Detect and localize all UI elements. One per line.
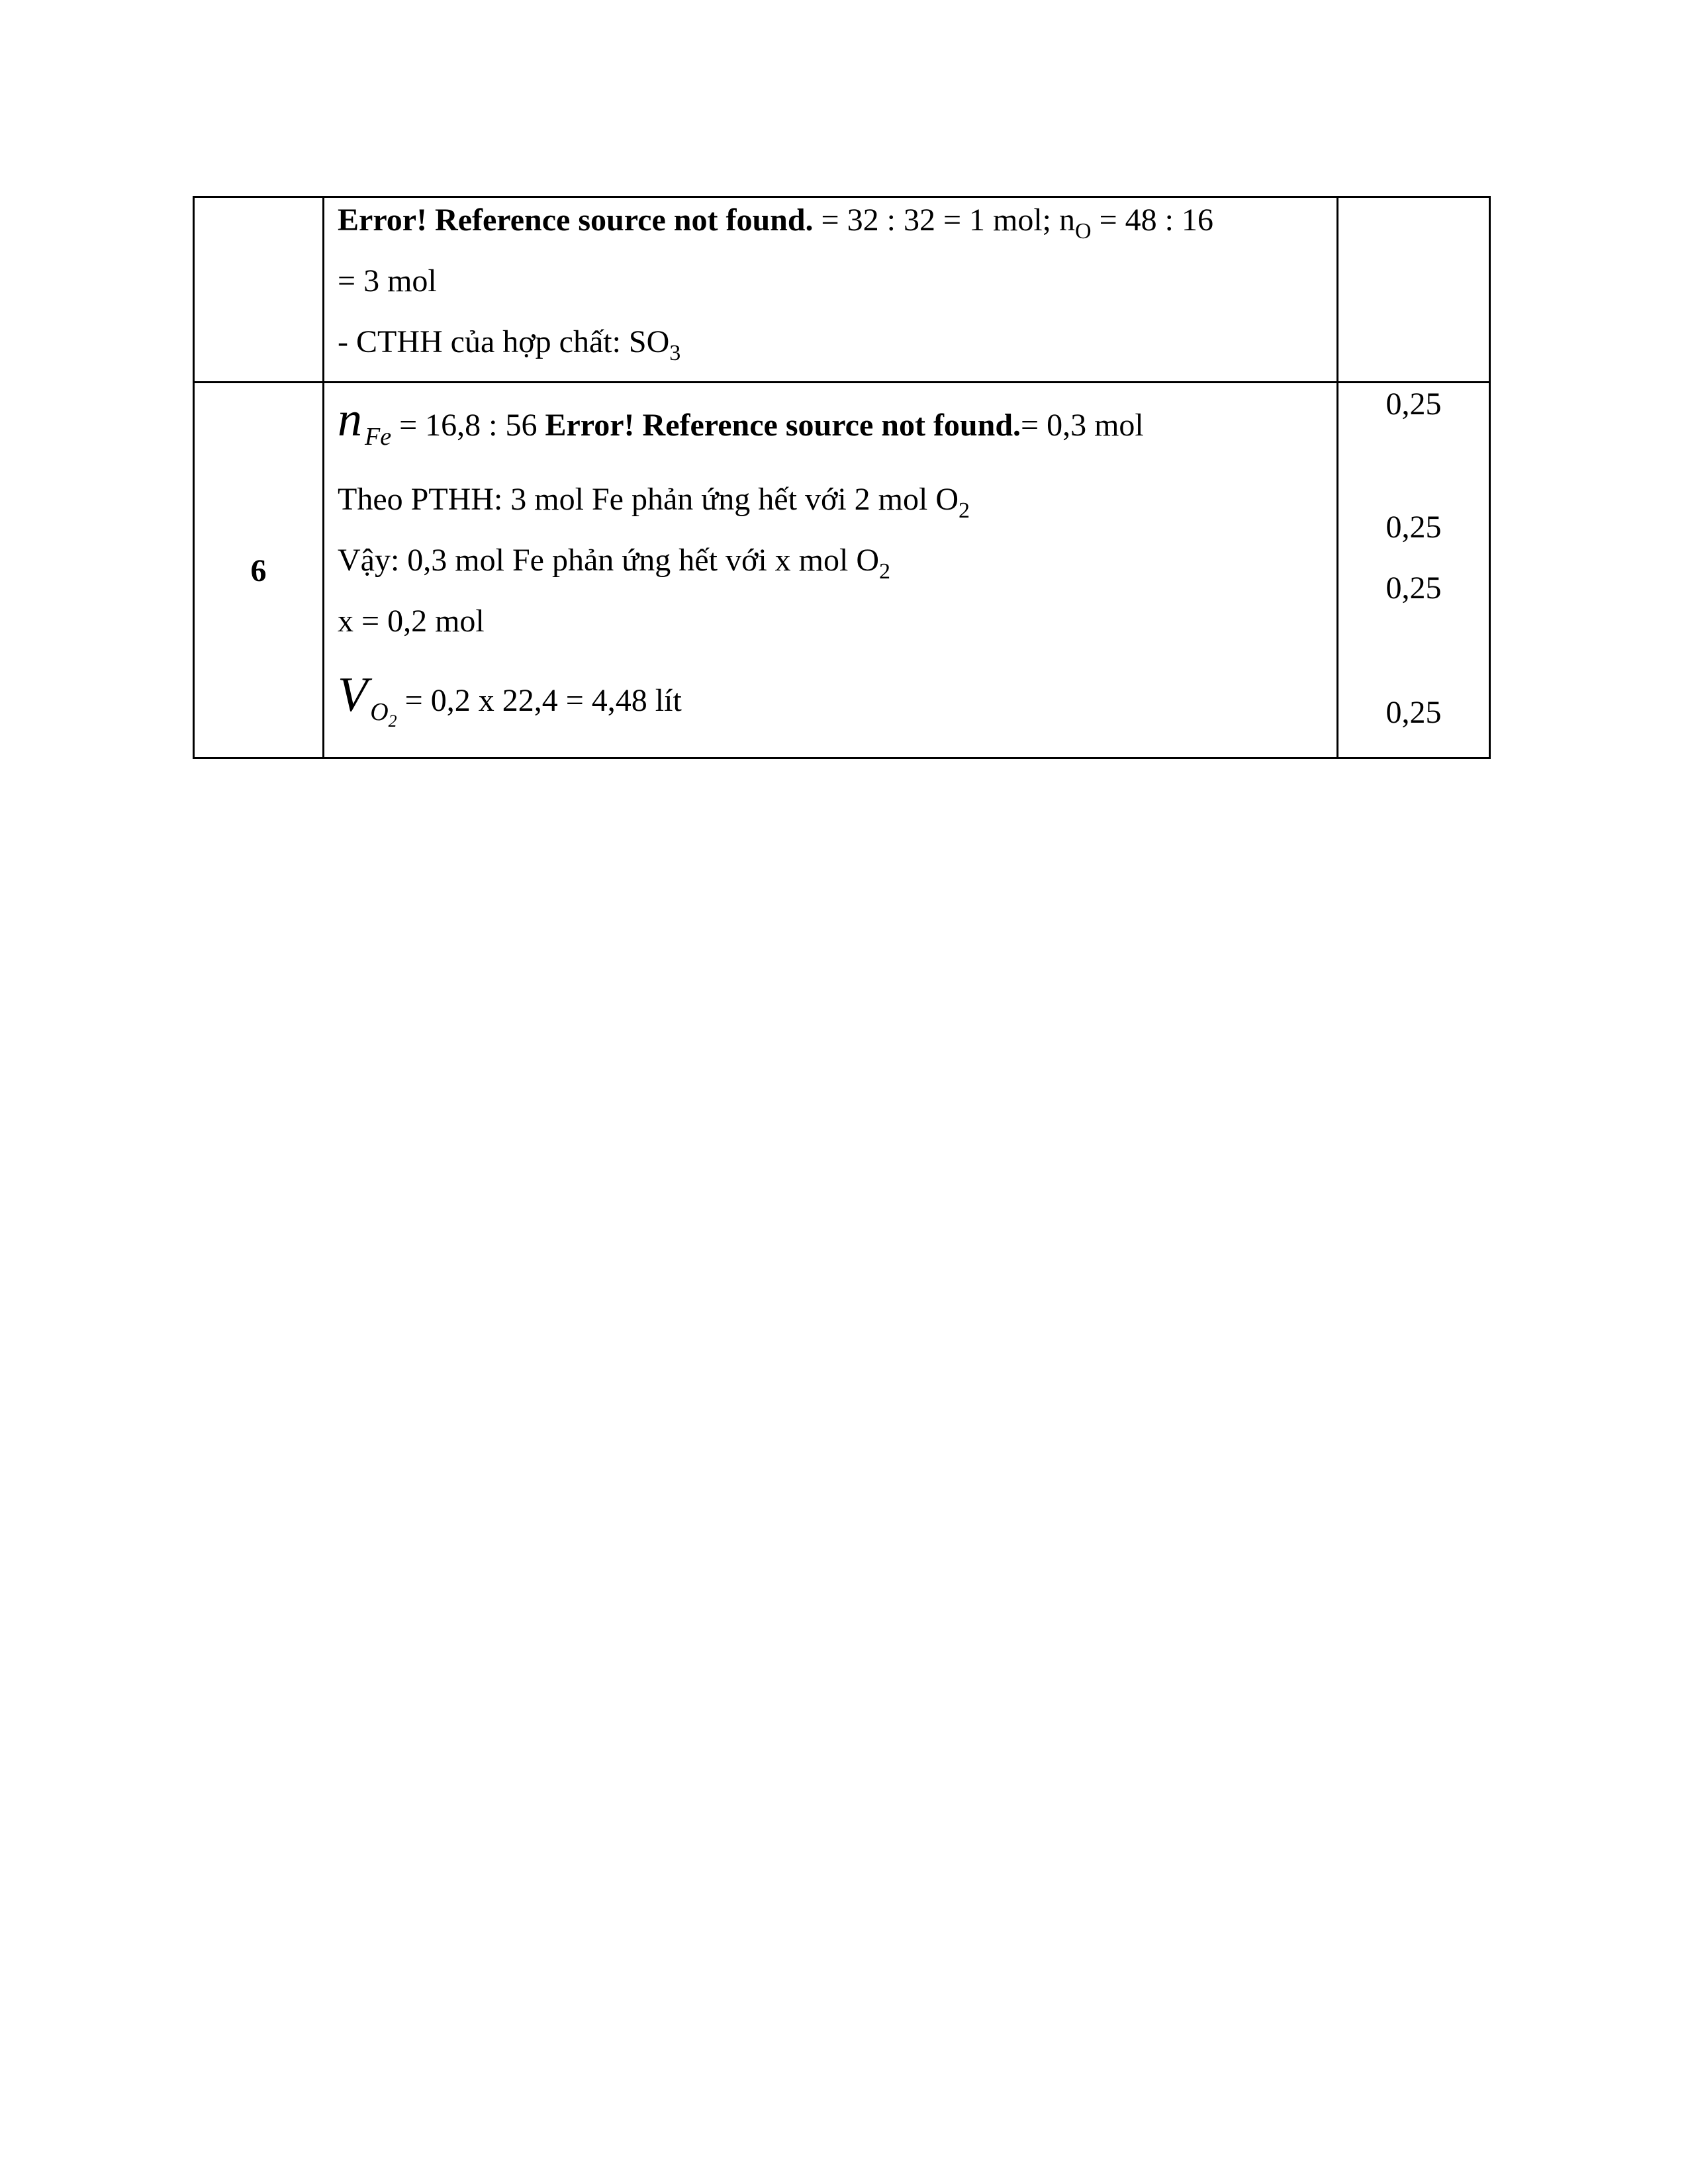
reference-error-text: Error! Reference source not found. [338,203,814,238]
content-text: = 0,2 x 22,4 = 4,48 lít [397,683,682,718]
math-subscript-fe: Fe [365,423,392,451]
math-symbol-n: n [338,392,362,447]
content-text: = 32 : 32 = 1 mol; n [813,203,1076,238]
content-line [338,542,890,582]
score-cell [1338,197,1490,383]
question-number: 6 [250,553,267,588]
score-value: 0,25 [1385,387,1442,422]
content-line [338,202,1213,242]
score-value: 0,25 [1385,570,1442,606]
content-text: = 16,8 : 56 [391,408,545,443]
content-text: - CTHH của hợp chất: SO [338,324,670,359]
answer-content-cell [324,197,1338,383]
answer-content-cell [324,383,1338,758]
content-text: = 0,3 mol [1021,408,1144,443]
math-subscript-o: O2 [370,698,397,731]
content-text: Vậy: 0,3 mol Fe phản ứng hết với x mol O [338,543,879,578]
score-value: 0,25 [1385,510,1442,545]
question-number-cell [194,383,324,758]
question-number-cell [194,197,324,383]
math-symbol-v: V [338,668,368,722]
subscript: 2 [879,559,890,584]
table-row [194,197,1490,383]
score-value: 0,25 [1385,695,1442,730]
table-row [194,383,1490,758]
content-line [338,392,1144,452]
content-line [338,670,682,732]
score-cell [1338,383,1490,758]
answer-table [193,196,1491,759]
subscript: 2 [959,498,970,523]
subscript: O [1075,219,1092,244]
content-line [338,324,680,364]
content-line: = 3 mol [338,263,437,298]
content-line: x = 0,2 mol [338,604,485,639]
content-text: Theo PTHH: 3 mol Fe phản ứng hết với 2 mol O [338,482,959,517]
content-line [338,481,970,522]
content-text: = 48 : 16 [1091,203,1213,238]
reference-error-text: Error! Reference source not found. [545,408,1021,443]
math-subscript-2: 2 [388,711,397,731]
subscript: 3 [669,341,681,365]
